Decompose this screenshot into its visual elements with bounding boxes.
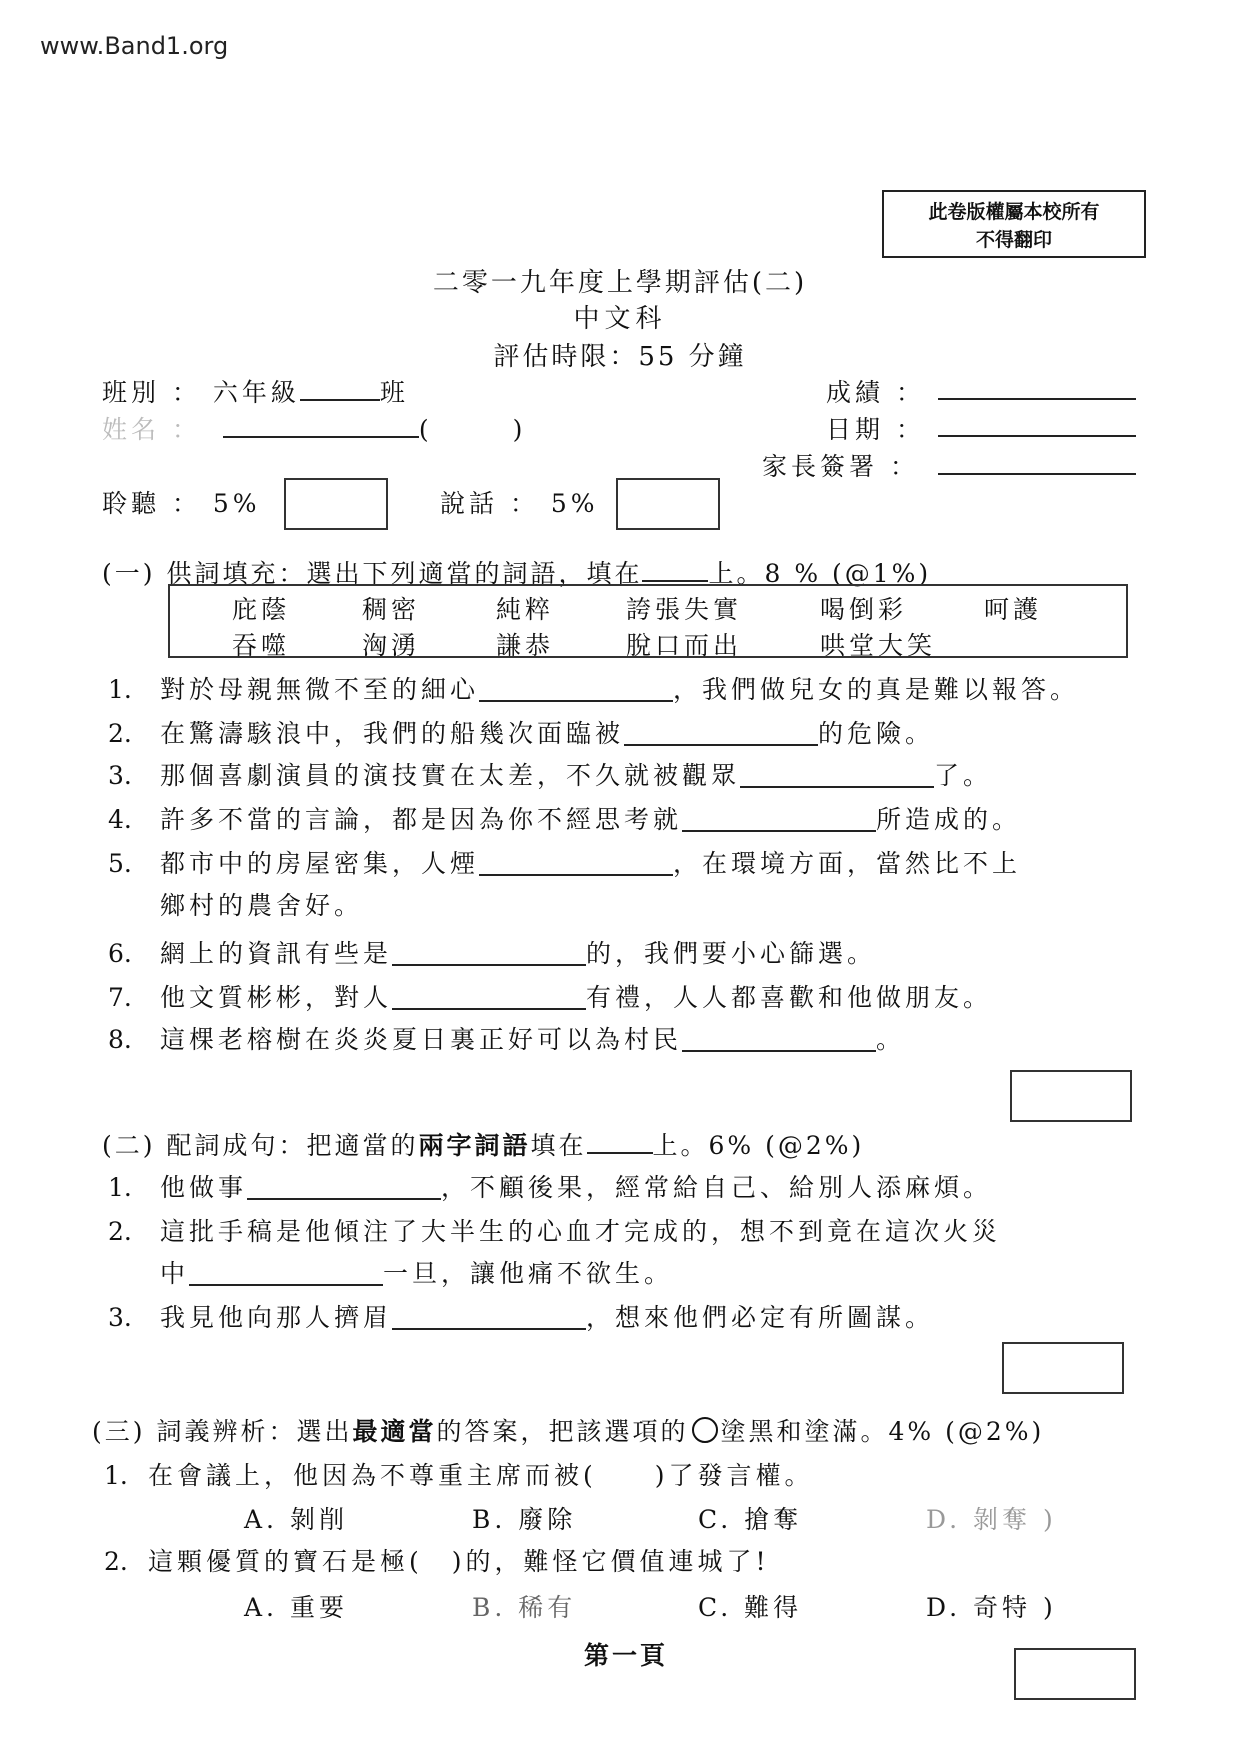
word-bank-item: 庇蔭 — [232, 595, 291, 624]
question-text: 我見他向那人擠眉 — [160, 1303, 393, 1332]
question-text: 在會議上，他因為不尊重主席而被( )了發言權。 — [148, 1461, 814, 1490]
question-number: 8. — [108, 1025, 132, 1054]
section-3-title — [92, 1412, 1044, 1448]
name-paren-open: ( — [418, 415, 433, 444]
s3-question-2 — [104, 1542, 770, 1578]
option-b[interactable]: B. 廢除 — [472, 1505, 577, 1534]
question-text: 中 — [160, 1259, 190, 1288]
question-text: ，不顧後果，經常給自己、給別人添麻煩。 — [441, 1173, 993, 1202]
s1-question-2 — [108, 714, 934, 750]
s2-question-2-cont — [160, 1254, 673, 1290]
word-bank-item: 喝倒彩 — [820, 595, 908, 624]
option-d[interactable]: D. 剝奪 ) — [926, 1505, 1057, 1534]
option-d[interactable]: D. 奇特 ) — [926, 1593, 1057, 1622]
parent-signature-label: 家長簽署 ： — [762, 452, 919, 481]
s1-question-5-cont — [160, 886, 363, 922]
answer-blank[interactable] — [392, 1302, 586, 1330]
option-c[interactable]: C. 難得 — [698, 1593, 803, 1622]
s1-question-3 — [108, 756, 992, 792]
question-number: 2. — [108, 1217, 132, 1246]
s1-question-7 — [108, 978, 992, 1014]
s2-question-2 — [108, 1212, 1001, 1248]
section-3-title-emphasis: 最適當 — [352, 1417, 437, 1446]
name-blank[interactable] — [223, 412, 419, 438]
section-2-title-text: (二) 配詞成句：把適當的 — [102, 1131, 419, 1160]
answer-blank[interactable] — [247, 1172, 441, 1200]
section-1-title-marks: 上。8 % (@1%) — [708, 559, 932, 588]
exam-title: 二零一九年度上學期評估(二) — [432, 268, 808, 298]
question-text: 所造成的。 — [876, 805, 1022, 834]
option-c[interactable]: C. 搶奪 — [698, 1505, 803, 1534]
question-text: 的，我們要小心篩選。 — [586, 939, 877, 968]
bubble-circle-icon — [692, 1417, 718, 1443]
date-label: 日期 ： — [826, 415, 925, 444]
question-number: 2. — [108, 719, 132, 748]
s2-question-1 — [108, 1168, 992, 1204]
question-text: 對於母親無微不至的細心 — [160, 675, 480, 704]
s1-question-8 — [108, 1020, 905, 1056]
question-text: 有禮，人人都喜歡和他做朋友。 — [586, 983, 993, 1012]
speaking-label: 說話 ： 5% — [440, 489, 599, 518]
s2-question-3 — [108, 1298, 934, 1334]
question-text: 這顆優質的寶石是極( )的，難怪它價值連城了! — [148, 1547, 770, 1576]
word-bank-item: 脫口而出 — [626, 631, 743, 660]
question-number: 5. — [108, 849, 132, 878]
section-3-title-text: (三) 詞義辨析：選出 — [92, 1417, 353, 1446]
word-bank-item: 洶湧 — [362, 631, 421, 660]
subject-title: 中文科 — [573, 304, 667, 334]
question-text: ，在環境方面，當然比不上 — [673, 849, 1022, 878]
word-bank-item: 哄堂大笑 — [820, 631, 937, 660]
listening-score-box[interactable] — [284, 478, 388, 530]
parent-signature-blank[interactable] — [938, 473, 1136, 475]
answer-blank[interactable] — [189, 1258, 383, 1286]
section-2-title-emphasis: 兩字詞語 — [418, 1131, 531, 1160]
s1-question-6 — [108, 934, 876, 970]
listening-label: 聆聽 ： 5% — [102, 489, 261, 518]
page-number: 第一頁 — [584, 1641, 669, 1670]
option-a[interactable]: A. 重要 — [244, 1593, 348, 1622]
question-text: 。 — [876, 1025, 906, 1054]
question-text: 這批手稿是他傾注了大半生的心血才完成的，想不到竟在這次火災 — [160, 1217, 1002, 1246]
question-number: 1. — [108, 1173, 132, 1202]
section-2-title-text: 填在 — [530, 1131, 587, 1160]
question-text: 的危險。 — [818, 719, 935, 748]
answer-blank[interactable] — [392, 982, 586, 1010]
answer-blank[interactable] — [682, 1024, 876, 1052]
copyright-line-2: 不得翻印 — [975, 229, 1052, 251]
s3-question-1 — [104, 1456, 814, 1492]
option-b[interactable]: B. 稀有 — [472, 1593, 577, 1622]
section-2-title — [102, 1126, 864, 1162]
page-score-box[interactable] — [1014, 1648, 1136, 1700]
question-number: 1. — [104, 1461, 128, 1490]
question-text: 那個喜劇演員的演技實在太差，不久就被觀眾 — [160, 761, 741, 790]
question-number: 4. — [108, 805, 132, 834]
class-label: 班別 ： 六年級 — [102, 378, 300, 407]
question-number: 1. — [108, 675, 132, 704]
class-blank[interactable] — [300, 375, 380, 401]
section-1-title-text: (一) 供詞填充：選出下列適當的詞語，填在 — [102, 559, 643, 588]
answer-blank[interactable] — [682, 804, 876, 832]
question-text: 一旦，讓他痛不欲生。 — [383, 1259, 674, 1288]
s1-question-5 — [108, 844, 1021, 880]
name-field — [102, 410, 526, 446]
score-blank[interactable] — [938, 398, 1136, 400]
site-url: www.Band1.org — [40, 32, 229, 60]
name-label: 姓名 ： — [102, 415, 201, 444]
question-text: 鄉村的農舍好。 — [160, 891, 364, 920]
answer-blank[interactable] — [392, 938, 586, 966]
word-bank-item: 純粹 — [496, 595, 555, 624]
word-bank-item: 吞噬 — [232, 631, 291, 660]
word-bank-item: 誇張失實 — [626, 595, 743, 624]
answer-blank[interactable] — [479, 848, 673, 876]
speaking-score-box[interactable] — [616, 478, 720, 530]
question-text: 網上的資訊有些是 — [160, 939, 393, 968]
question-number: 7. — [108, 983, 132, 1012]
section-1-title-blank — [642, 556, 708, 582]
question-number: 3. — [108, 1303, 132, 1332]
copyright-notice — [882, 190, 1146, 258]
word-bank — [168, 584, 1128, 658]
question-text: ，我們做兒女的真是難以報答。 — [673, 675, 1080, 704]
section-2-title-blank — [587, 1128, 653, 1154]
word-bank-item: 謙恭 — [496, 631, 555, 660]
question-text: 在驚濤駭浪中，我們的船幾次面臨被 — [160, 719, 625, 748]
option-a[interactable]: A. 剝削 — [244, 1505, 348, 1534]
question-number: 6. — [108, 939, 132, 968]
question-text: 這棵老榕樹在炎炎夏日裏正好可以為村民 — [160, 1025, 683, 1054]
answer-blank[interactable] — [740, 760, 934, 788]
question-text: 許多不當的言論，都是因為你不經思考就 — [160, 805, 683, 834]
word-bank-item: 呵護 — [984, 595, 1043, 624]
name-paren-close: ) — [512, 415, 527, 444]
date-blank[interactable] — [938, 435, 1136, 437]
answer-blank[interactable] — [479, 674, 673, 702]
section-2-score-box[interactable] — [1002, 1342, 1124, 1394]
section-3-title-text: 的答案，把該選項的 — [436, 1417, 689, 1446]
question-number: 2. — [104, 1547, 128, 1576]
question-text: 了。 — [934, 761, 993, 790]
s1-question-4 — [108, 800, 1021, 836]
class-suffix: 班 — [379, 378, 409, 407]
question-text: 他做事 — [160, 1173, 248, 1202]
s1-question-1 — [108, 670, 1079, 706]
question-text: 他文質彬彬，對人 — [160, 983, 393, 1012]
class-field — [102, 373, 409, 409]
question-text: ，想來他們必定有所圖謀。 — [586, 1303, 935, 1332]
time-limit: 評估時限：55 分鐘 — [493, 342, 747, 372]
section-1-score-box[interactable] — [1010, 1070, 1132, 1122]
question-text: 都市中的房屋密集，人煙 — [160, 849, 480, 878]
copyright-line-1: 此卷版權屬本校所有 — [928, 201, 1100, 223]
score-label: 成績 ： — [826, 378, 925, 407]
word-bank-item: 稠密 — [362, 595, 421, 624]
question-number: 3. — [108, 761, 132, 790]
section-2-title-marks: 上。6% (@2%) — [652, 1131, 865, 1160]
answer-blank[interactable] — [624, 718, 818, 746]
section-3-title-marks: 塗黑和塗滿。4% (@2%) — [720, 1417, 1045, 1446]
